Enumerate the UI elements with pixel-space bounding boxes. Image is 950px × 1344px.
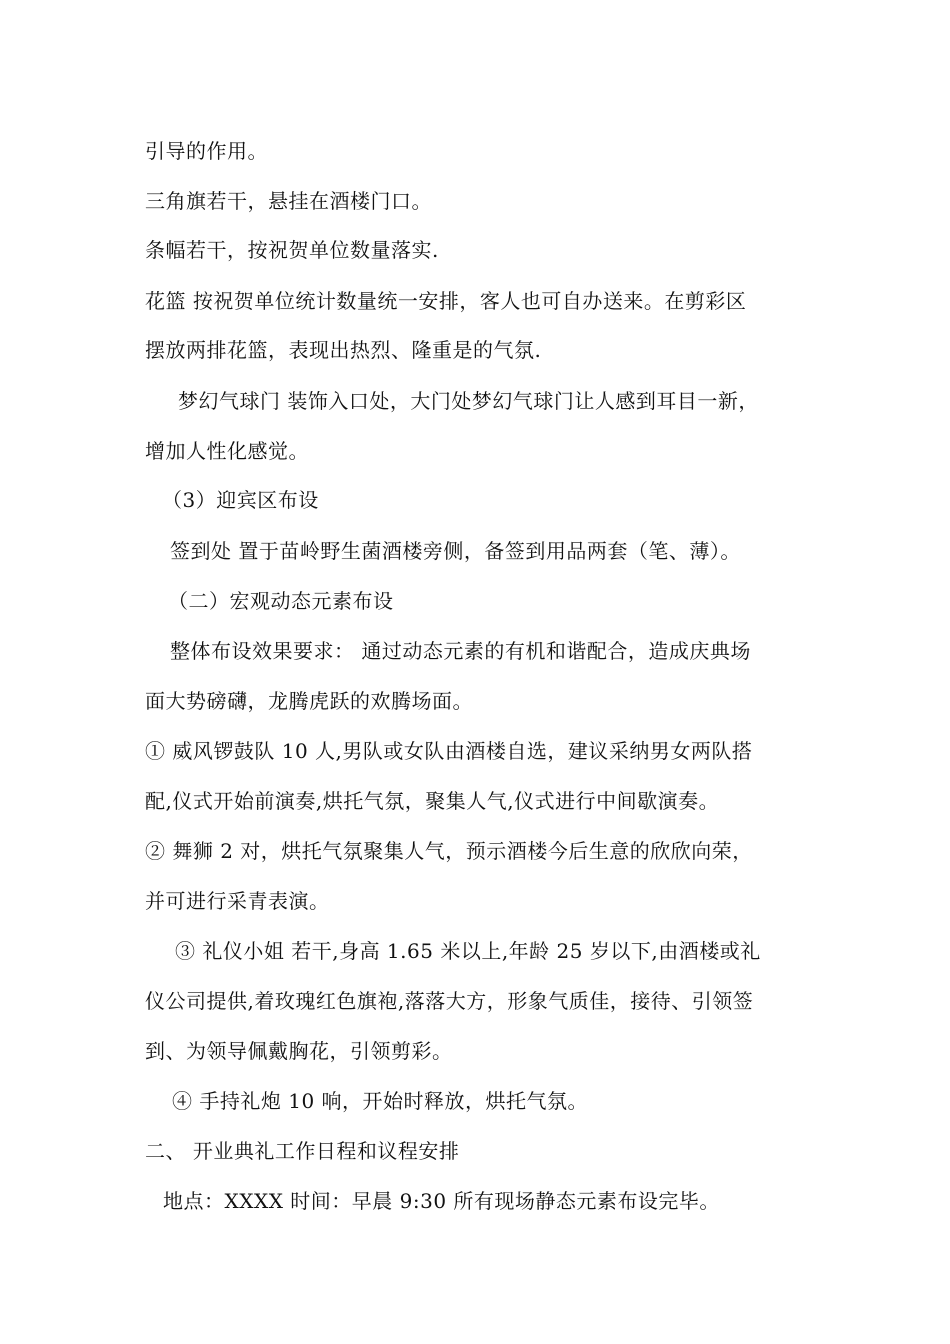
text-line: 摆放两排花篮，表现出热烈、隆重是的气氛. (145, 338, 542, 362)
text-line: 仪公司提供,着玫瑰红色旗袍,落落大方，形象气质佳，接待、引领签 (145, 989, 754, 1013)
section-heading: （二）宏观动态元素布设 (168, 589, 394, 613)
text-line: 增加人性化感觉。 (145, 439, 309, 463)
text-line: 梦幻气球门 装饰入口处，大门处梦幻气球门让人感到耳目一新， (178, 389, 759, 413)
text-line: 引导的作用。 (145, 139, 268, 163)
text-line: 到、为领导佩戴胸花，引领剪彩。 (145, 1039, 453, 1063)
text-line: 花篮 按祝贺单位统计数量统一安排，客人也可自办送来。在剪彩区 (145, 289, 747, 313)
text-line: 签到处 置于苗岭野生菌酒楼旁侧，备签到用品两套（笔、薄）。 (170, 539, 741, 563)
text-line: 地点：XXXX 时间：早晨 9:30 所有现场静态元素布设完毕。 (163, 1189, 720, 1213)
list-item: ④ 手持礼炮 10 响，开始时释放，烘托气氛。 (172, 1089, 589, 1113)
section-heading: 二、 开业典礼工作日程和议程安排 (145, 1139, 460, 1163)
list-item: ③ 礼仪小姐 若干,身高 1.65 米以上,年龄 25 岁以下,由酒楼或礼 (175, 939, 761, 963)
section-heading: （3）迎宾区布设 (162, 488, 319, 512)
list-item: ① 威风锣鼓队 10 人,男队或女队由酒楼自选，建议采纳男女两队搭 (145, 739, 753, 763)
text-line: 配,仪式开始前演奏,烘托气氛，聚集人气,仪式进行中间歇演奏。 (145, 789, 720, 813)
text-line: 三角旗若干，悬挂在酒楼门口。 (145, 189, 432, 213)
text-line: 面大势磅礴，龙腾虎跃的欢腾场面。 (145, 689, 473, 713)
text-line: 条幅若干，按祝贺单位数量落实. (145, 238, 439, 262)
text-line: 整体布设效果要求： 通过动态元素的有机和谐配合，造成庆典场 (170, 639, 751, 663)
text-line: 并可进行采青表演。 (145, 889, 330, 913)
list-item: ② 舞狮 2 对，烘托气氛聚集人气，预示酒楼今后生意的欣欣向荣， (145, 839, 753, 863)
